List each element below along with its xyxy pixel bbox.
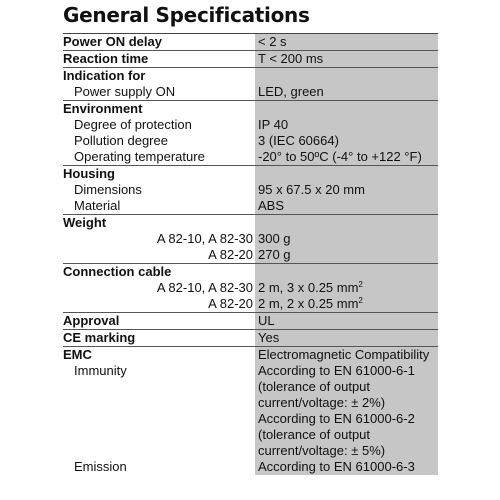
row-label: Housing — [63, 166, 115, 181]
row-label: Power ON delay — [63, 34, 162, 49]
row-label: Reaction time — [63, 51, 149, 66]
row-ce-marking — [63, 330, 438, 347]
row-emc — [63, 347, 438, 475]
row-sublabel: Pollution degree — [74, 133, 168, 148]
spec-table — [63, 33, 438, 475]
row-value: ABS — [258, 198, 285, 213]
row-value: < 2 s — [258, 34, 287, 49]
row-environment — [63, 101, 438, 166]
row-value: 3 (IEC 60664) — [258, 133, 339, 148]
row-value: -20° to 50ºC (-4° to +122 °F) — [258, 149, 422, 164]
cable-spec: 2 m, 2 x 0.25 mm — [258, 296, 359, 311]
row-value: According to EN 61000-6-3 — [258, 459, 415, 474]
row-label: Approval — [63, 313, 120, 328]
row-model-label: A 82-10, A 82-30 — [156, 231, 253, 246]
row-sublabel: Power supply ON — [74, 84, 176, 99]
row-value: LED, green — [258, 84, 324, 99]
row-sublabel: Material — [74, 198, 121, 213]
superscript: 2 — [358, 296, 363, 305]
row-value: 300 g — [258, 231, 291, 246]
row-connection-cable — [63, 264, 438, 313]
row-value: 270 g — [258, 247, 291, 262]
row-value: IP 40 — [258, 117, 289, 132]
row-value: UL — [258, 313, 275, 328]
row-value: (tolerance of output — [258, 379, 371, 394]
row-value: According to EN 61000-6-1 — [258, 363, 415, 378]
row-value: T < 200 ms — [258, 51, 324, 66]
row-value: According to EN 61000-6-2 — [258, 411, 415, 426]
row-reaction-time — [63, 51, 438, 68]
row-value: Electromagnetic Compatibility — [258, 347, 430, 362]
row-model-label: A 82-10, A 82-30 — [156, 280, 253, 295]
page-title: General Specifications — [63, 3, 310, 27]
row-label: Environment — [63, 101, 143, 116]
row-sublabel: Degree of protection — [74, 117, 192, 132]
superscript: 2 — [358, 280, 363, 289]
row-label: Indication for — [63, 68, 146, 83]
row-indication — [63, 68, 438, 101]
cable-spec: 2 m, 3 x 0.25 mm — [258, 280, 359, 295]
row-approval — [63, 313, 438, 330]
row-value — [255, 296, 438, 312]
row-power-on-delay — [63, 34, 438, 51]
row-value: 95 x 67.5 x 20 mm — [258, 182, 365, 197]
row-model-label: A 82-20 — [208, 247, 253, 262]
row-label: EMC — [63, 347, 92, 362]
row-value: Yes — [258, 330, 280, 345]
row-weight — [63, 215, 438, 264]
row-housing — [63, 166, 438, 215]
row-label: Connection cable — [63, 264, 172, 279]
row-value — [255, 280, 438, 296]
row-model-label: A 82-20 — [208, 296, 253, 311]
row-sublabel: Operating temperature — [74, 149, 205, 164]
row-sublabel: Dimensions — [74, 182, 142, 197]
row-sublabel: Emission — [74, 459, 127, 474]
row-value: current/voltage: ± 2%) — [258, 395, 386, 410]
row-label: CE marking — [63, 330, 136, 345]
row-value: current/voltage: ± 5%) — [258, 443, 386, 458]
row-sublabel: Immunity — [74, 363, 127, 378]
row-label: Weight — [63, 215, 107, 230]
row-value: (tolerance of output — [258, 427, 371, 442]
